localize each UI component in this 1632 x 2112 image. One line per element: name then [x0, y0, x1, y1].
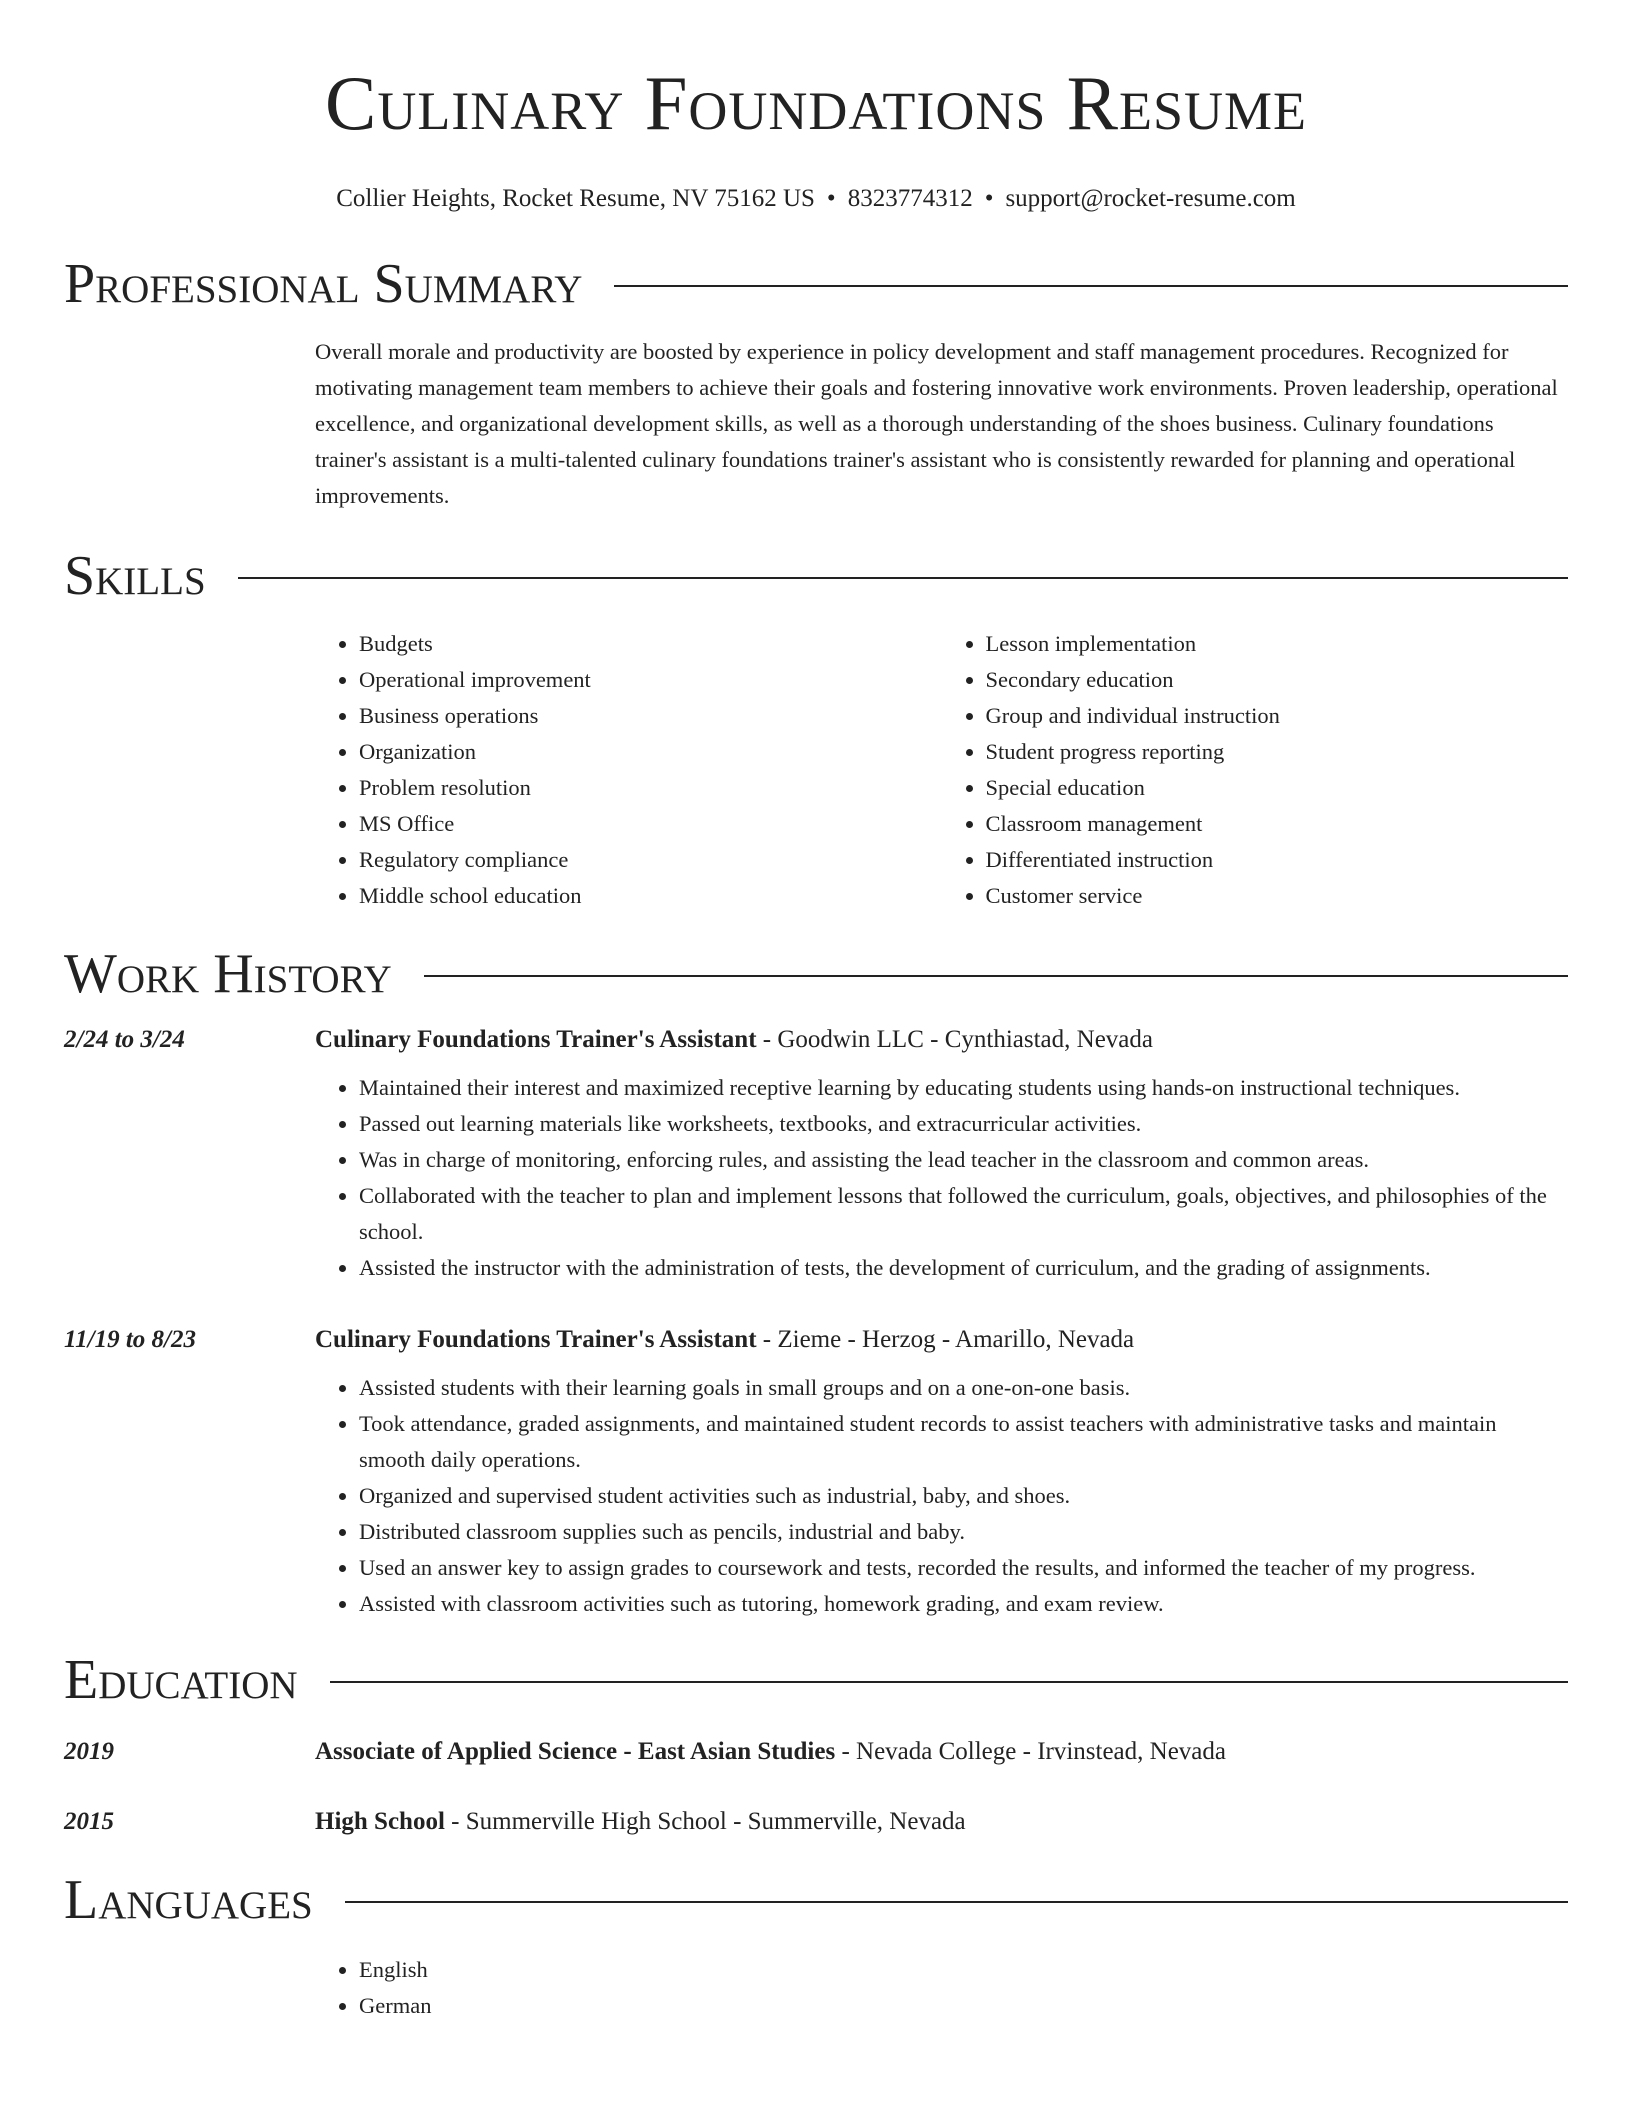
skill-item: • Special education	[986, 770, 1569, 806]
work-company: - Goodwin LLC - Cynthiastad, Nevada	[756, 1026, 1153, 1053]
languages-block	[315, 1952, 1568, 2024]
work-bullet: • Organized and supervised student activities such as industrial, baby, and shoes.	[359, 1478, 1568, 1514]
education-section-header	[64, 1648, 1568, 1712]
work-bullet: • Passed out learning materials like worksheets, textbooks, and extracurricular activities.	[359, 1106, 1568, 1142]
section-divider	[614, 285, 1568, 287]
section-title-work: Work History	[64, 943, 392, 1005]
work-heading	[315, 1020, 1568, 1060]
education-year: 2015	[64, 1808, 114, 1835]
education-entry	[64, 1802, 1568, 1842]
skill-item: • Regulatory compliance	[359, 842, 942, 878]
skill-item: • Secondary education	[986, 662, 1569, 698]
work-dates: 2/24 to 3/24	[64, 1026, 185, 1053]
skill-item: • MS Office	[359, 806, 942, 842]
contact-separator: •	[984, 185, 994, 212]
work-bullet: • Assisted the instructor with the administration of tests, the development of curriculum, and the grading of assignments.	[359, 1250, 1568, 1286]
work-heading	[315, 1320, 1568, 1360]
skill-item: • Organization	[359, 734, 942, 770]
skill-item: • Business operations	[359, 698, 942, 734]
education-year: 2019	[64, 1738, 114, 1765]
education-degree: Associate of Applied Science - East Asian Studies	[315, 1738, 836, 1765]
skill-item: • Problem resolution	[359, 770, 942, 806]
resume-title: Culinary Foundations Resume	[324, 60, 1308, 146]
languages-list	[315, 1952, 1568, 2024]
work-entry-body	[315, 1320, 1568, 1622]
summary-text: Overall morale and productivity are boosted by experience in policy development and staff management procedures. Recognized for motivating management team members to achieve their goals and fostering innovative work environments. Proven leadership, operational excellence, and organizational development skills, as well as a thorough understanding of the shoes business. Culinary foundations trainer's assistant is a multi-talented culinary foundations trainer's assistant who is consistently rewarded for planning and operational improvements.	[315, 339, 1558, 508]
skill-item: • Student progress reporting	[986, 734, 1569, 770]
work-bullet: • Maintained their interest and maximized receptive learning by educating students using hands-on instructional techniques.	[359, 1070, 1568, 1106]
education-entry	[64, 1732, 1568, 1772]
work-bullet: • Collaborated with the teacher to plan and implement lessons that followed the curriculum, goals, objectives, and philosophies of the school.	[359, 1178, 1568, 1250]
skill-item: • Classroom management	[986, 806, 1569, 842]
section-title-languages: Languages	[64, 1869, 313, 1931]
section-divider	[238, 577, 1568, 579]
section-divider	[330, 1681, 1568, 1683]
work-section-header	[64, 942, 1568, 1006]
work-bullet: • Took attendance, graded assignments, and maintained student records to assist teachers with administrative tasks and maintain smooth daily operations.	[359, 1406, 1568, 1478]
education-school: - Summerville High School - Summerville, Nevada	[444, 1808, 966, 1835]
education-heading	[315, 1732, 1568, 1772]
work-role: Culinary Foundations Trainer's Assistant	[315, 1026, 757, 1053]
education-school: - Nevada College - Irvinstead, Nevada	[835, 1738, 1226, 1765]
work-role: Culinary Foundations Trainer's Assistant	[315, 1326, 757, 1353]
work-bullet: • Assisted students with their learning goals in small groups and on a one-on-one basis.	[359, 1370, 1568, 1406]
skill-item: • Group and individual instruction	[986, 698, 1569, 734]
section-divider	[345, 1901, 1568, 1903]
language-item: • German	[359, 1988, 1568, 2024]
section-title-summary: Professional Summary	[64, 253, 583, 315]
work-bullet: • Used an answer key to assign grades to coursework and tests, recorded the results, and informed the teacher of my progress.	[359, 1550, 1568, 1586]
contact-phone: 8323774312	[847, 185, 973, 212]
skill-item: • Lesson implementation	[986, 626, 1569, 662]
education-entry-body	[315, 1732, 1568, 1772]
skills-columns	[315, 626, 1568, 914]
work-entry	[64, 1020, 1568, 1286]
work-bullet: • Was in charge of monitoring, enforcing rules, and assisting the lead teacher in the classroom and common areas.	[359, 1142, 1568, 1178]
summary-section-header	[64, 252, 1568, 316]
contact-address: Collier Heights, Rocket Resume, NV 75162 US	[336, 185, 815, 212]
skill-item: • Middle school education	[359, 878, 942, 914]
work-bullet: • Assisted with classroom activities such as tutoring, homework grading, and exam review.	[359, 1586, 1568, 1622]
contact-separator: •	[826, 185, 836, 212]
contact-line	[64, 182, 1568, 216]
skills-list-right	[942, 626, 1569, 914]
work-dates: 11/19 to 8/23	[64, 1326, 196, 1353]
section-divider	[424, 975, 1568, 977]
skill-item: • Customer service	[986, 878, 1569, 914]
skill-item: • Budgets	[359, 626, 942, 662]
skill-item: • Differentiated instruction	[986, 842, 1569, 878]
section-title-skills: Skills	[64, 545, 206, 607]
education-heading	[315, 1802, 1568, 1842]
work-entry-body	[315, 1020, 1568, 1286]
education-degree: High School	[315, 1808, 445, 1835]
education-entry-body	[315, 1802, 1568, 1842]
work-bullet: • Distributed classroom supplies such as pencils, industrial and baby.	[359, 1514, 1568, 1550]
work-entry	[64, 1320, 1568, 1622]
work-bullets	[315, 1070, 1568, 1286]
language-item: • English	[359, 1952, 1568, 1988]
skill-item: • Operational improvement	[359, 662, 942, 698]
skills-section-header	[64, 544, 1568, 608]
languages-section-header	[64, 1868, 1568, 1932]
skills-list-left	[315, 626, 942, 914]
section-title-education: Education	[64, 1649, 298, 1711]
contact-email: support@rocket-resume.com	[1005, 185, 1296, 212]
work-company: - Zieme - Herzog - Amarillo, Nevada	[756, 1326, 1135, 1353]
work-bullets	[315, 1370, 1568, 1622]
